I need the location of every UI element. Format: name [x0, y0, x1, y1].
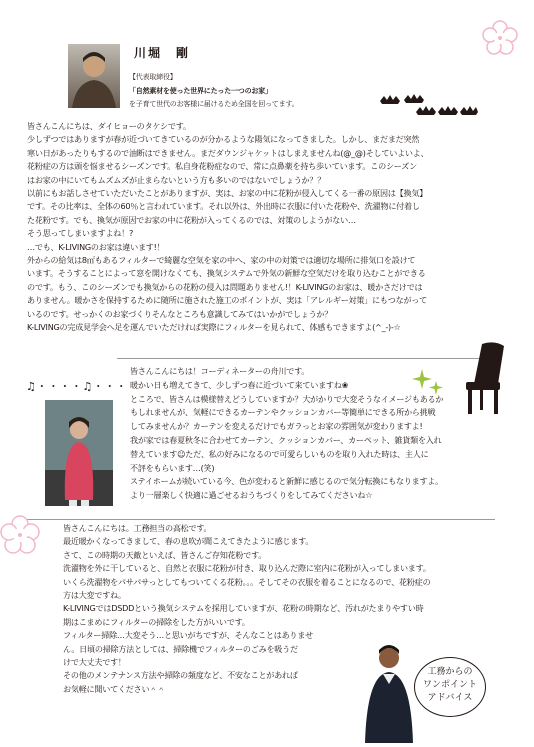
crown-icons [378, 93, 478, 118]
flower-icon-left [0, 515, 40, 555]
engineer-message: 皆さんこんにちは。工務担当の高松です。 最近暖かくなってきまして、春の息吹が聞こえてきたように感じます。 さて、この時期の天敵といえば、皆さんご存知花粉です。 洗濯物を外に干していると、自然と衣服に花粉が付き、取り込んだ際に室内に花粉が入ってしまいます。 いくら洗濯物をパサパサっとしてもついてくる花粉。。。そしてその衣服を着ることになるので、花粉症の 方は大変ですね。 K-LIVINGではDSDDという換気システムを採用していますが、花粉の時期など、汚れがたまりやすい時 期はこまめにフィルターの掃除をした方がいいです。 フィルター掃除…大変そう…と思いがちですが、そんなことはありませ ん。日頃の掃除方法としては、掃除機でフィルターのごみを吸うだ けで大丈夫です！ その他のメンテナンス方法や掃除の頻度など、不安なことがあれば お気軽に聞いてください＾＾ [63, 523, 431, 694]
representative-desc: を子育て世代のお客様に届けるため全国を回ってます。 [129, 100, 299, 108]
representative-name: 川堀 剛 [134, 46, 191, 60]
engineer-photo [363, 640, 415, 743]
music-notes: ♫・・・・♫・・・ [26, 380, 128, 393]
coordinator-photo [45, 400, 113, 506]
representative-quote: 「自然素材を使った世界にたった一つのお家」 [129, 87, 272, 95]
representative-photo [68, 44, 120, 108]
divider-1 [117, 358, 492, 359]
coordinator-message: 皆さんこんにちは！コーディネーターの舟川です。 暖かい日も増えてきて、少しずつ春に近づいて来ていますね❀ ところで、皆さんは模様替えどうしていますか？大がかりで大変そうなイメージもあるか もしれませんが、気軽にできるカーテンやクッションカバー等簡単にできる所から挑戦 してみませんか？カーテンを変えるだけでもガラっとお家の雰囲気が変わりますよ! 我が家では春夏秋冬に合わせてカーテン、クッションカバー、カーペット、雑貨類を入れ 替えています☺ただ、私の好みになるので可愛らしいものを取り入れた時は、主人に 不評をもらいます…(笑) ステイホームが続いている今、色が変わると新鮮に感じるので気分転換にもなりますよ。 より一層楽しく快適に過ごせるおうちづくりをしてみてくださいね☆ [130, 366, 444, 501]
flower-icon [482, 20, 518, 56]
ceo-message: 皆さんこんにちは、ダイヒョーのタケシです。 少しずつではありますが春が近づいてきているのが分かるような陽気になってきました。しかし、まだまだ突然 寒い日があったりもするので油断はできません。まだダウンジャケットはしまえませんね(@_@)そしていよいよ、 花粉症の方は頭を悩ませるシーズンです。私自身花粉症なので、常に点鼻薬を持ち歩いています。このシーズン はお家の中にいてもムズムズが止まらないという方も多いのではないでしょうか？？ 以前にもお話しさせていただいたことがありますが、実は、お家の中に花粉が侵入してくる一番の原因は【換気】 です。その比率は、全体の60％と言われています。それ以外は、外出時に衣服に付いた花粉や、洗濯物に付着し た花粉です。でも、換気が原因でお家の中に花粉が入ってくるのでは、対策のしようがない… そう思ってしまいますよね！? …でも、K-LIVINGのお家は違います!！ 外からの給気は8㎡もあるフィルターで綺麗な空気を家の中へ、家の中の対策では適切な場所に排気口を設けて います。そうすることによって窓を開けなくても、換気システムで外気の新鮮な空気だけを取り込むことができる のです。もう、このシーズンでも換気からの花粉の侵入は問題ありません!！K-LIVINGのお家は、暖かさだけでは ありません。暖かさを保持するために随所に施された施工のポイントが、実は「アレルギー対策」にもつながって いるのです。せっかくのお家づくりそんなところも意識してみてはいかがでしょうか？ K-LIVINGの完成見学会へ足を運んでいただければ実際にフィルターを見られて、体感もできますよ(^_-)-☆ [27, 121, 429, 333]
divider-2 [27, 519, 495, 520]
advice-bubble-text: 工務からの ワンポイント アドバイス [422, 667, 477, 703]
representative-role: 【代表取締役】 [129, 73, 177, 81]
